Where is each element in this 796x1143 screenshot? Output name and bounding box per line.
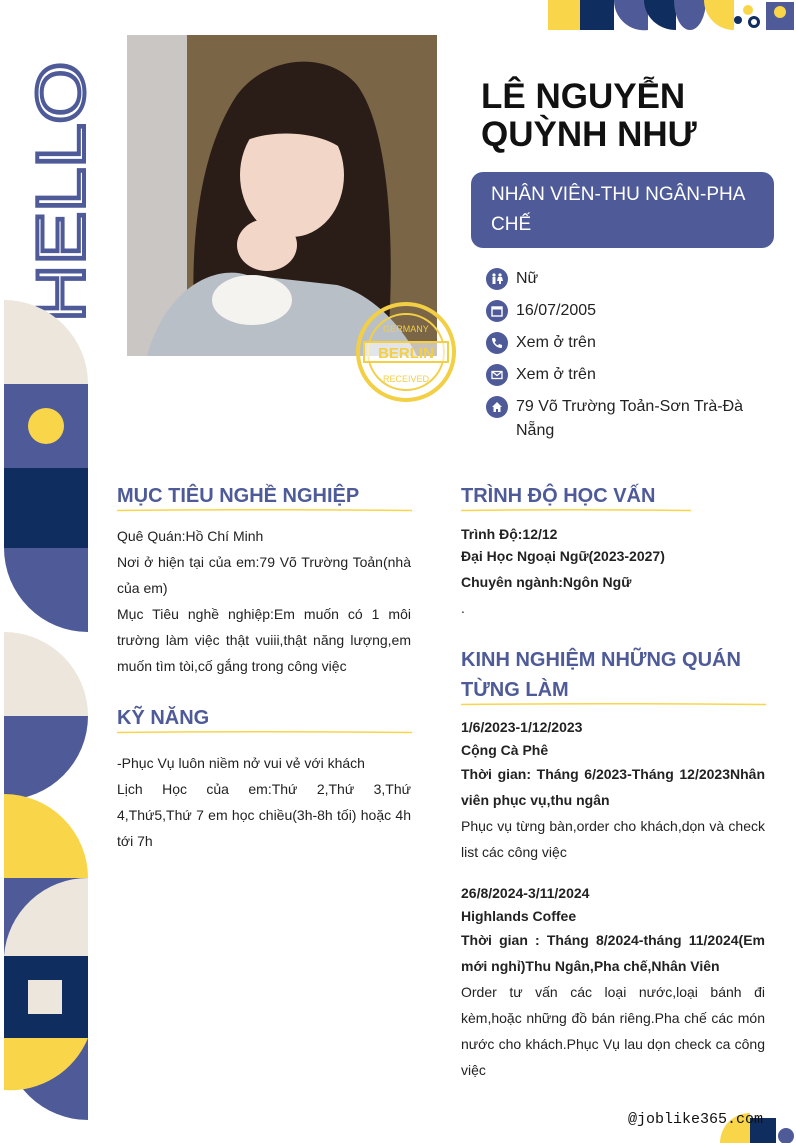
info-birthday bbox=[486, 299, 776, 331]
phone-icon bbox=[486, 332, 508, 354]
svg-text:GERMANY: GERMANY bbox=[383, 324, 429, 334]
objective-underline bbox=[117, 509, 412, 512]
personal-info bbox=[486, 267, 776, 443]
skills-line: -Phục Vụ luôn niềm nở vui vẻ với khách bbox=[117, 755, 365, 771]
job-description: Order tư vấn các loại nước,loại bánh đi kèm,hoặc những đồ bán riêng.Pha chế các món nước cho khách.Phục Vụ lau dọn check ca công việc bbox=[461, 984, 765, 1078]
job-role: Thời gian : Tháng 8/2024-tháng 11/2024(Em mới nghỉ)Thu Ngân,Pha chế,Nhân Viên bbox=[461, 932, 765, 974]
education-major: Chuyên ngành:Ngôn Ngữ bbox=[461, 574, 632, 590]
job-role: Thời gian: Tháng 6/2023-Tháng 12/2023Nhân viên phục vụ,thu ngân bbox=[461, 766, 765, 808]
education-extra: . bbox=[461, 600, 465, 616]
job-title-box bbox=[471, 172, 774, 248]
name-line-1: LÊ NGUYỄN bbox=[481, 77, 686, 116]
info-phone-text: Xem ở trên bbox=[516, 334, 596, 351]
education-underline bbox=[461, 509, 691, 512]
berlin-stamp bbox=[354, 300, 458, 404]
svg-text:HELLO: HELLO bbox=[23, 99, 99, 322]
info-address bbox=[486, 395, 776, 443]
education-level: Trình Độ:12/12 bbox=[461, 526, 558, 542]
objective-line: Quê Quán:Hồ Chí Minh bbox=[117, 528, 264, 544]
info-email-text: Xem ở trên bbox=[516, 366, 596, 383]
objective-heading: MỤC TIÊU NGHỀ NGHIỆP bbox=[117, 485, 360, 507]
name-line-2: QUỲNH NHƯ bbox=[481, 115, 697, 154]
skills-body bbox=[117, 750, 411, 854]
full-name bbox=[481, 78, 771, 154]
home-icon bbox=[486, 396, 508, 418]
info-email bbox=[486, 363, 776, 395]
svg-text:RECEIVED: RECEIVED bbox=[382, 374, 430, 384]
watermark: @joblike365.com bbox=[628, 1111, 764, 1128]
objective-body bbox=[117, 523, 411, 679]
experience-underline bbox=[461, 703, 766, 706]
svg-text:BERLIN: BERLIN bbox=[378, 345, 434, 362]
left-decoration-strip bbox=[4, 300, 88, 1120]
info-phone bbox=[486, 331, 776, 363]
info-birthday-text: 16/07/2005 bbox=[516, 302, 597, 319]
info-address-text: 79 Võ Trường Toản-Sơn Trà-Đà Nẵng bbox=[516, 398, 744, 439]
objective-line: Mục Tiêu nghề nghiệp:Em muốn có 1 môi trường làm việc thật vuiii,thật năng lượng,em muốn tìm tòi,cố gắng trong công việc bbox=[117, 606, 411, 674]
job-period: 26/8/2024-3/11/2024 bbox=[461, 885, 590, 901]
job-company: Highlands Coffee bbox=[461, 908, 577, 924]
education-school: Đại Học Ngoại Ngữ(2023-2027) bbox=[461, 548, 665, 564]
skills-underline bbox=[117, 731, 412, 734]
top-decoration bbox=[548, 0, 796, 34]
education-heading: TRÌNH ĐỘ HỌC VẤN bbox=[461, 485, 656, 507]
job-period: 1/6/2023-1/12/2023 bbox=[461, 719, 583, 735]
objective-line: Nơi ở hiện tại của em:79 Võ Trường Toản(nhà của em) bbox=[117, 554, 411, 596]
education-body bbox=[461, 521, 765, 621]
info-gender bbox=[486, 267, 776, 299]
job-title: NHÂN VIÊN-THU NGÂN-PHA CHẾ bbox=[491, 184, 745, 235]
info-gender-text: Nữ bbox=[516, 270, 539, 287]
job-company: Cộng Cà Phê bbox=[461, 742, 549, 758]
mail-icon bbox=[486, 364, 508, 386]
experience-job bbox=[461, 715, 765, 865]
skills-heading: KỸ NĂNG bbox=[117, 707, 210, 729]
experience-heading: KINH NGHIỆM NHỮNG QUÁN TỪNG LÀM bbox=[461, 649, 741, 701]
calendar-icon bbox=[486, 300, 508, 322]
experience-job bbox=[461, 881, 765, 1083]
skills-line: Lịch Học của em:Thứ 2,Thứ 3,Thứ 4,Thứ5,Thứ 7 em học chiều(3h-8h tối) hoặc 4h tới 7h bbox=[117, 781, 411, 849]
job-description: Phục vụ từng bàn,order cho khách,dọn và check list các công việc bbox=[461, 818, 765, 860]
hello-decoration bbox=[23, 60, 99, 324]
gender-icon bbox=[486, 268, 508, 290]
